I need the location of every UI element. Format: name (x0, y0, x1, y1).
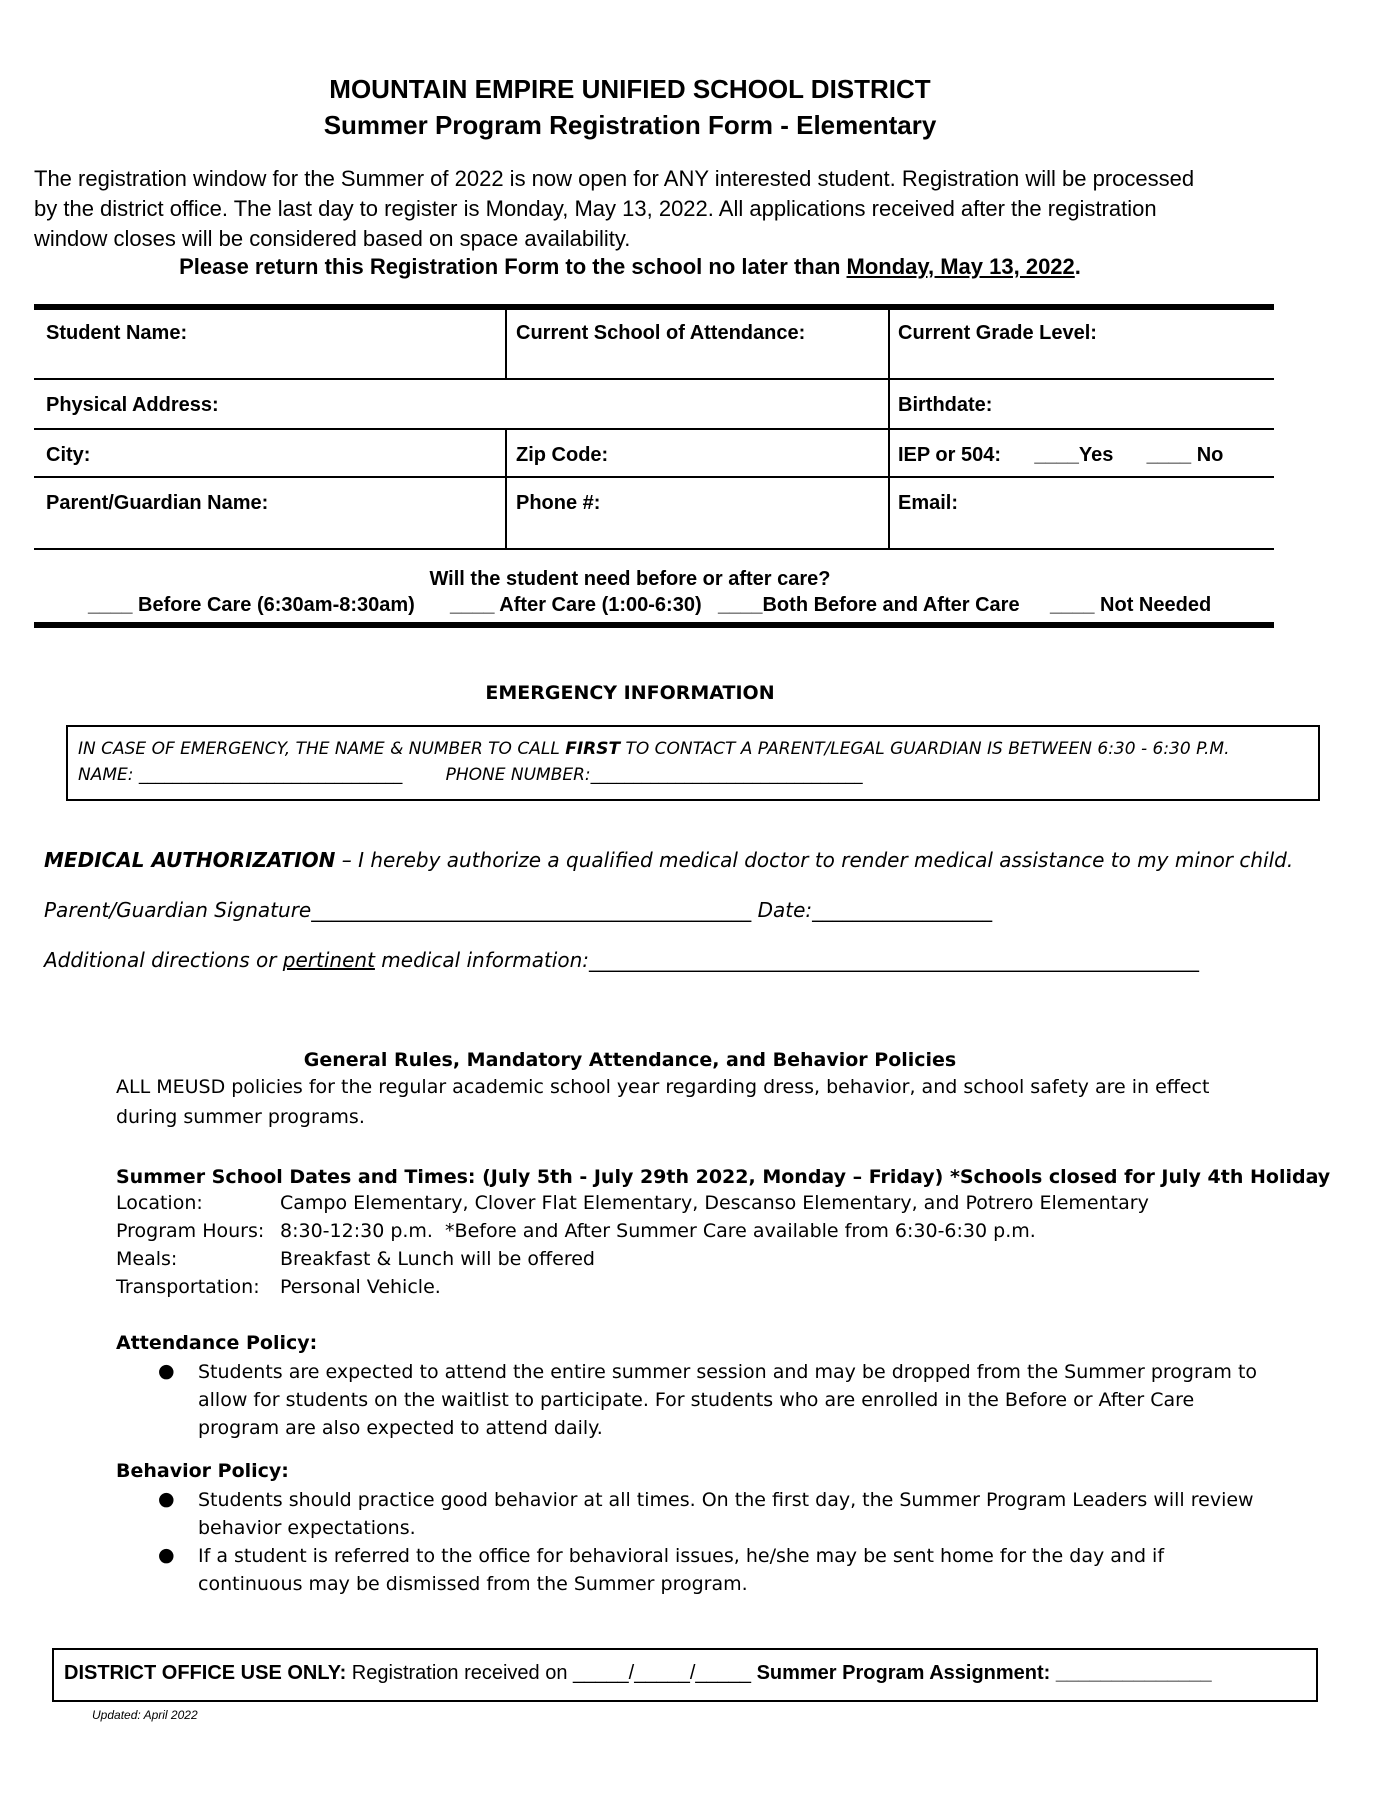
emergency-instruction (78, 739, 1229, 759)
emergency-first: FIRST (565, 739, 621, 759)
policy-paragraph: ALL MEUSD policies for the regular academic school year regarding dress, behavior, and school safety are in effect during summer programs. (116, 1076, 1210, 1128)
zip-field[interactable]: Zip Code: (516, 444, 609, 466)
no-care-option[interactable]: ____ Not Needed (1050, 594, 1212, 616)
emergency-title: EMERGENCY INFORMATION (485, 682, 775, 704)
parent-name-field[interactable]: Parent/Guardian Name: (46, 492, 269, 514)
care-question: Will the student need before or after care? (429, 568, 831, 590)
bullet-icon: ● (158, 1544, 175, 1566)
signature-line[interactable]: Parent/Guardian Signature____________________________________________ Date:__________________ (44, 898, 993, 922)
dates-heading: Summer School Dates and Times: (July 5th - July 29th 2022, Monday – Friday) *Schools closed for July 4th Holiday (116, 1166, 1331, 1188)
additional-label: Additional directions or (44, 948, 283, 972)
location-label: Location: (116, 1192, 203, 1214)
office-use-box (52, 1648, 1318, 1702)
return-instruction (0, 254, 1260, 280)
row-divider (34, 548, 1274, 550)
attendance-item: Students are expected to attend the entire summer session and may be dropped from the Summer program to allow for students on the waitlist to participate. For students who are enrolled in the Before or After Care program are also expected to attend daily. (198, 1361, 1258, 1439)
transport-value: Personal Vehicle. (280, 1276, 441, 1298)
updated-note: Updated: April 2022 (92, 1708, 198, 1722)
table-top-border (34, 304, 1274, 310)
intro-line-2: by the district office. The last day to register is Monday, May 13, 2022. All applications received after the registration (34, 196, 1157, 221)
emergency-box (66, 725, 1320, 801)
attendance-heading: Attendance Policy: (116, 1332, 318, 1354)
location-value: Campo Elementary, Clover Flat Elementary, Descanso Elementary, and Potrero Elementary (280, 1192, 1149, 1214)
city-field[interactable]: City: (46, 444, 91, 466)
behavior-heading: Behavior Policy: (116, 1460, 289, 1482)
medical-auth-label: MEDICAL AUTHORIZATION (44, 848, 336, 872)
return-end: . (1074, 254, 1081, 279)
column-divider (505, 428, 507, 548)
location-row (116, 1192, 1149, 1214)
both-care-option[interactable]: ____Both Before and After Care (718, 594, 1020, 616)
form-title: Summer Program Registration Form - Elementary (323, 110, 937, 140)
meals-label: Meals: (116, 1248, 178, 1270)
iep-field[interactable]: IEP or 504: ____Yes ____ No (898, 444, 1224, 466)
meals-value: Breakfast & Lunch will be offered (280, 1248, 595, 1270)
column-divider (888, 308, 890, 548)
bullet-icon: ● (158, 1360, 175, 1382)
after-care-option[interactable]: ____ After Care (1:00-6:30) (450, 594, 702, 616)
row-divider (34, 476, 1274, 478)
emergency-text: IN CASE OF EMERGENCY, THE NAME & NUMBER TO CALL (78, 739, 566, 759)
additional-info-line[interactable] (44, 948, 1199, 972)
return-text: Please return this Registration Form to the school no later than (179, 254, 847, 279)
column-divider (505, 308, 507, 378)
grade-level-field[interactable]: Current Grade Level: (898, 322, 1097, 344)
district-title: MOUNTAIN EMPIRE UNIFIED SCHOOL DISTRICT (329, 74, 931, 104)
transport-row (116, 1276, 441, 1298)
hours-row (116, 1220, 1036, 1242)
row-divider (34, 428, 1274, 430)
office-assignment: Summer Program Assignment: ______________ (756, 1662, 1212, 1684)
phone-field[interactable]: Phone #: (516, 492, 601, 514)
hours-value: 8:30-12:30 p.m. *Before and After Summer Care available from 6:30-6:30 p.m. (280, 1220, 1036, 1242)
current-school-field[interactable]: Current School of Attendance: (516, 322, 806, 344)
intro-paragraph (34, 164, 1284, 254)
office-use-label: DISTRICT OFFICE USE ONLY: (64, 1662, 347, 1684)
birthdate-field[interactable]: Birthdate: (898, 394, 993, 416)
bullet-icon: ● (158, 1488, 175, 1510)
hours-label: Program Hours: (116, 1220, 265, 1242)
additional-blank: medical information:_____________________________________________________________ (374, 948, 1200, 972)
table-bottom-border (34, 622, 1274, 628)
behavior-item-1: Students should practice good behavior at all times. On the first day, the Summer Program Leaders will review behavior expectations. (198, 1489, 1254, 1539)
additional-pertinent: pertinent (282, 948, 375, 972)
meals-row (116, 1248, 595, 1270)
address-field[interactable]: Physical Address: (46, 394, 219, 416)
intro-line-1: The registration window for the Summer of 2022 is now open for ANY interested student. Registration will be processed (34, 166, 1195, 191)
emergency-name-phone-line[interactable]: NAME: _______________________________ PHONE NUMBER:________________________________ (78, 765, 863, 785)
email-field[interactable]: Email: (898, 492, 959, 514)
student-name-field[interactable]: Student Name: (46, 322, 188, 344)
office-use-line[interactable] (64, 1662, 1212, 1685)
rules-title: General Rules, Mandatory Attendance, and Behavior Policies (303, 1049, 957, 1071)
behavior-item-2: If a student is referred to the office for behavioral issues, he/she may be sent home for the day and if continuous may be dismissed from the Summer program. (198, 1545, 1165, 1595)
return-date: Monday, May 13, 2022 (846, 254, 1075, 279)
medical-authorization (44, 848, 1293, 872)
row-divider (34, 378, 1274, 380)
emergency-text-end: TO CONTACT A PARENT/LEGAL GUARDIAN IS BETWEEN 6:30 - 6:30 P.M. (620, 739, 1230, 759)
before-care-option[interactable]: ____ Before Care (6:30am-8:30am) (88, 594, 415, 616)
medical-auth-text: – I hereby authorize a qualified medical doctor to render medical assistance to my minor child. (335, 848, 1294, 872)
transport-label: Transportation: (116, 1276, 260, 1298)
office-received: Registration received on _____/_____/_____ (346, 1662, 757, 1684)
intro-line-3: window closes will be considered based on space availability. (34, 226, 631, 251)
